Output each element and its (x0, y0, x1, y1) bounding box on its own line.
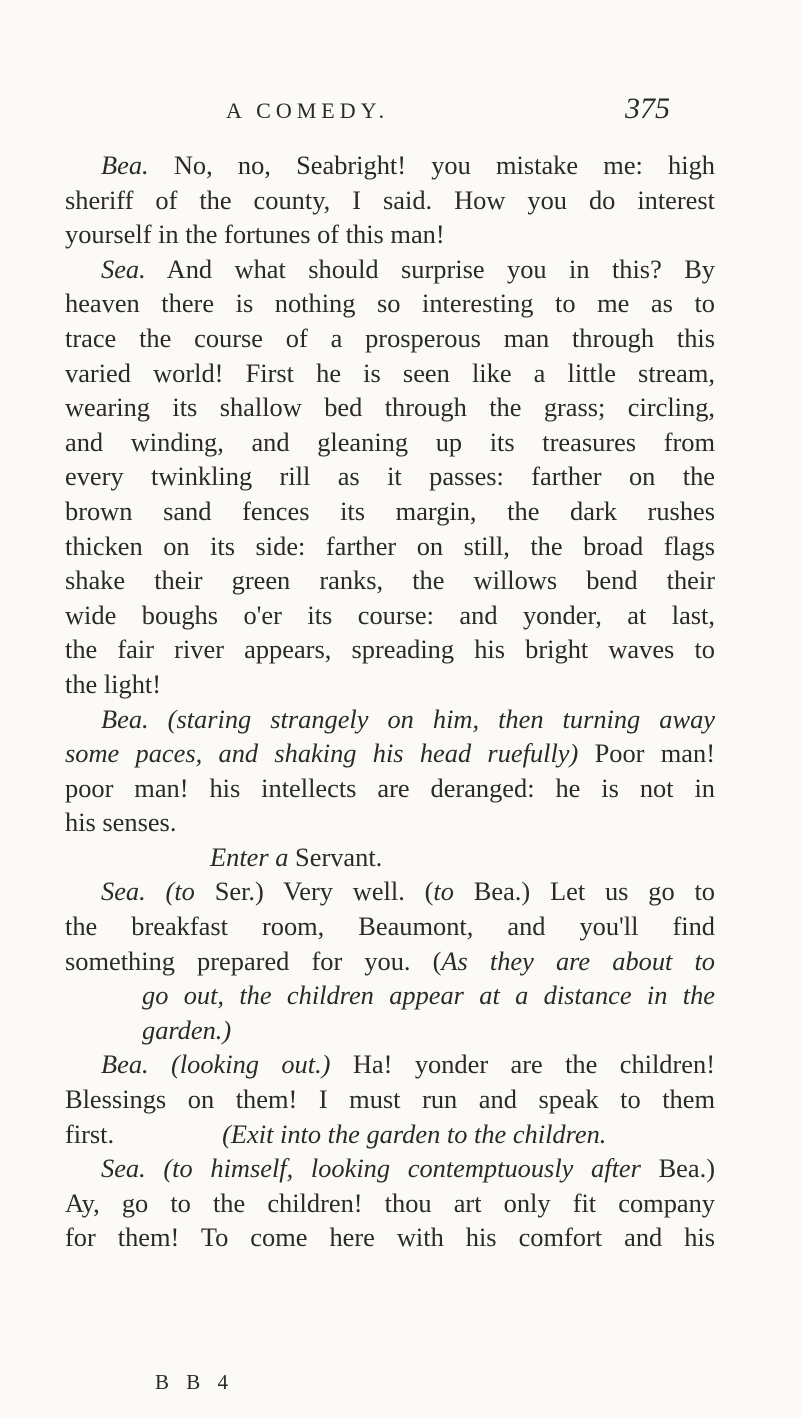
character-name: Servant. (295, 841, 383, 872)
text-line (65, 1013, 715, 1048)
text-line (65, 1047, 715, 1082)
stage-direction: (to (165, 876, 195, 907)
text-line (65, 356, 715, 391)
dialogue-text: poor man! his intellects are deranged: he is not in (65, 772, 715, 803)
text-line (65, 1186, 715, 1221)
dialogue-text: first. (65, 1118, 115, 1149)
dialogue-text: brown sand fences its margin, the dark rushes (65, 495, 715, 526)
signature-mark: B B 4 (155, 1370, 235, 1394)
dialogue-text: And what should surprise you in this? By (166, 253, 715, 284)
dialogue-text: sheriff of the county, I said. How you do interest (65, 184, 715, 215)
text-line (65, 563, 715, 598)
text-line (65, 321, 715, 356)
text-line (65, 1151, 715, 1186)
stage-direction: garden.) (142, 1014, 232, 1045)
stage-direction: Enter a (210, 841, 289, 872)
text-line (65, 805, 715, 840)
dialogue-text: Bea.) Let us go to (473, 876, 716, 907)
page-number: 375 (625, 92, 670, 125)
text-line (65, 183, 715, 218)
dialogue-text: thicken on its side: farther on still, the broad flags (65, 530, 715, 561)
stage-direction: (looking out.) (171, 1049, 331, 1080)
text-line (65, 252, 715, 287)
text-line (65, 874, 715, 909)
dialogue-text: Ay, go to the children! thou art only fit company (65, 1187, 715, 1218)
dialogue-text: heaven there is nothing so interesting to me as to (65, 288, 715, 319)
dialogue-text: something prepared for you. ( (65, 945, 442, 976)
stage-direction: As they are about to (441, 945, 715, 976)
dialogue-text: wearing its shallow bed through the grass; circling, (65, 392, 715, 423)
dialogue-text: Blessings on them! I must run and speak to them (65, 1084, 715, 1115)
dialogue-text: yourself in the fortunes of this man! (65, 219, 445, 250)
text-line (65, 1220, 715, 1255)
play-text (65, 148, 715, 1255)
text-line (65, 1082, 715, 1117)
speaker-name: Bea. (101, 150, 149, 180)
text-line (65, 529, 715, 564)
text-line (65, 459, 715, 494)
text-line (65, 494, 715, 529)
speaker-name: Sea. (101, 253, 146, 284)
dialogue-text: No, no, Seabright! you mistake me: high (173, 150, 715, 180)
text-line (65, 944, 715, 979)
speaker-name: Bea. (101, 1049, 149, 1080)
dialogue-text: Ser.) Very well. ( (214, 876, 434, 907)
stage-direction: go out, the children appear at a distance in the (142, 980, 715, 1011)
text-line (65, 771, 715, 806)
text-line (65, 390, 715, 425)
text-line (65, 425, 715, 460)
dialogue-text: his senses. (65, 807, 177, 838)
dialogue-text: the breakfast room, Beaumont, and you'll find (65, 911, 715, 942)
text-line (65, 598, 715, 633)
stage-direction: (to himself, looking contemptuously after (163, 1153, 641, 1184)
dialogue-text: every twinkling rill as it passes: farther on the (65, 461, 715, 492)
text-line (65, 1117, 715, 1152)
stage-direction: (staring strangely on him, then turning away (167, 703, 715, 734)
dialogue-text: wide boughs o'er its course: and yonder, at last, (65, 599, 715, 630)
text-line (65, 736, 715, 771)
speaker-name: Sea. (101, 1153, 146, 1184)
dialogue-text: Poor man! (594, 738, 715, 769)
stage-direction: (Exit into the garden to the children. (222, 1118, 607, 1149)
dialogue-text: the fair river appears, spreading his bright waves to (65, 634, 715, 665)
text-line (65, 286, 715, 321)
stage-direction: some paces, and shaking his head ruefully) (65, 738, 579, 769)
dialogue-text: shake their green ranks, the willows bend their (65, 565, 715, 596)
text-line (65, 909, 715, 944)
text-line (65, 148, 715, 183)
dialogue-text: Bea.) (658, 1153, 715, 1184)
entrance-line (65, 840, 715, 875)
text-line (65, 702, 715, 737)
dialogue-text: for them! To come here with his comfort and his (65, 1222, 715, 1253)
dialogue-text: varied world! First he is seen like a little stream, (65, 357, 715, 388)
speaker-name: Bea. (101, 703, 149, 734)
dialogue-text: trace the course of a prosperous man through this (65, 322, 715, 353)
speaker-name: Sea. (101, 876, 146, 907)
text-line (65, 632, 715, 667)
dialogue-text: Ha! yonder are the children! (352, 1049, 715, 1080)
dialogue-text: and winding, and gleaning up its treasures from (65, 426, 715, 457)
text-line (65, 978, 715, 1013)
stage-direction: to (433, 876, 454, 907)
running-head (0, 92, 801, 152)
text-line (65, 667, 715, 702)
dialogue-text: the light! (65, 668, 162, 699)
text-line (65, 217, 715, 252)
running-title: A COMEDY. (226, 98, 390, 123)
